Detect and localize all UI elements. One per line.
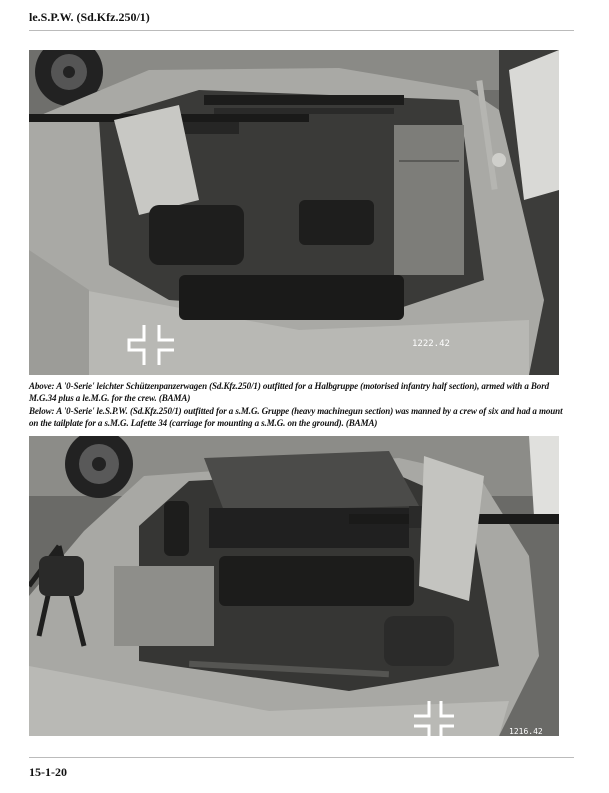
photo-serial-bottom: 1216.42	[509, 727, 543, 736]
page-number: 15-1-20	[29, 765, 67, 779]
caption-above: Above: A '0-Serie' leichter Schützenpanzerwagen (Sd.Kfz.250/1) outfitted for a Halbgruppe (motorised infantry half section), armed with a Bord M.G.34 plus a le.M.G. for the crew. (BAMA)	[29, 381, 549, 403]
photo-halbgruppe-vehicle	[29, 50, 559, 375]
footer-rule	[29, 757, 574, 758]
running-header: le.S.P.W. (Sd.Kfz.250/1)	[29, 10, 150, 24]
photo-serial-top: 1222.42	[412, 339, 450, 349]
photo-smg-gruppe-vehicle	[29, 436, 559, 736]
header-rule	[29, 30, 574, 31]
caption-below: Below: A '0-Serie' le.S.P.W. (Sd.Kfz.250/1) outfitted for a s.M.G. Gruppe (heavy machinegun section) was manned by a crew of six and had a mount on the tailplate for a s.M.G. Lafette 34 (carriage for mounting a s.M.G. on the ground). (BAMA)	[29, 406, 563, 428]
